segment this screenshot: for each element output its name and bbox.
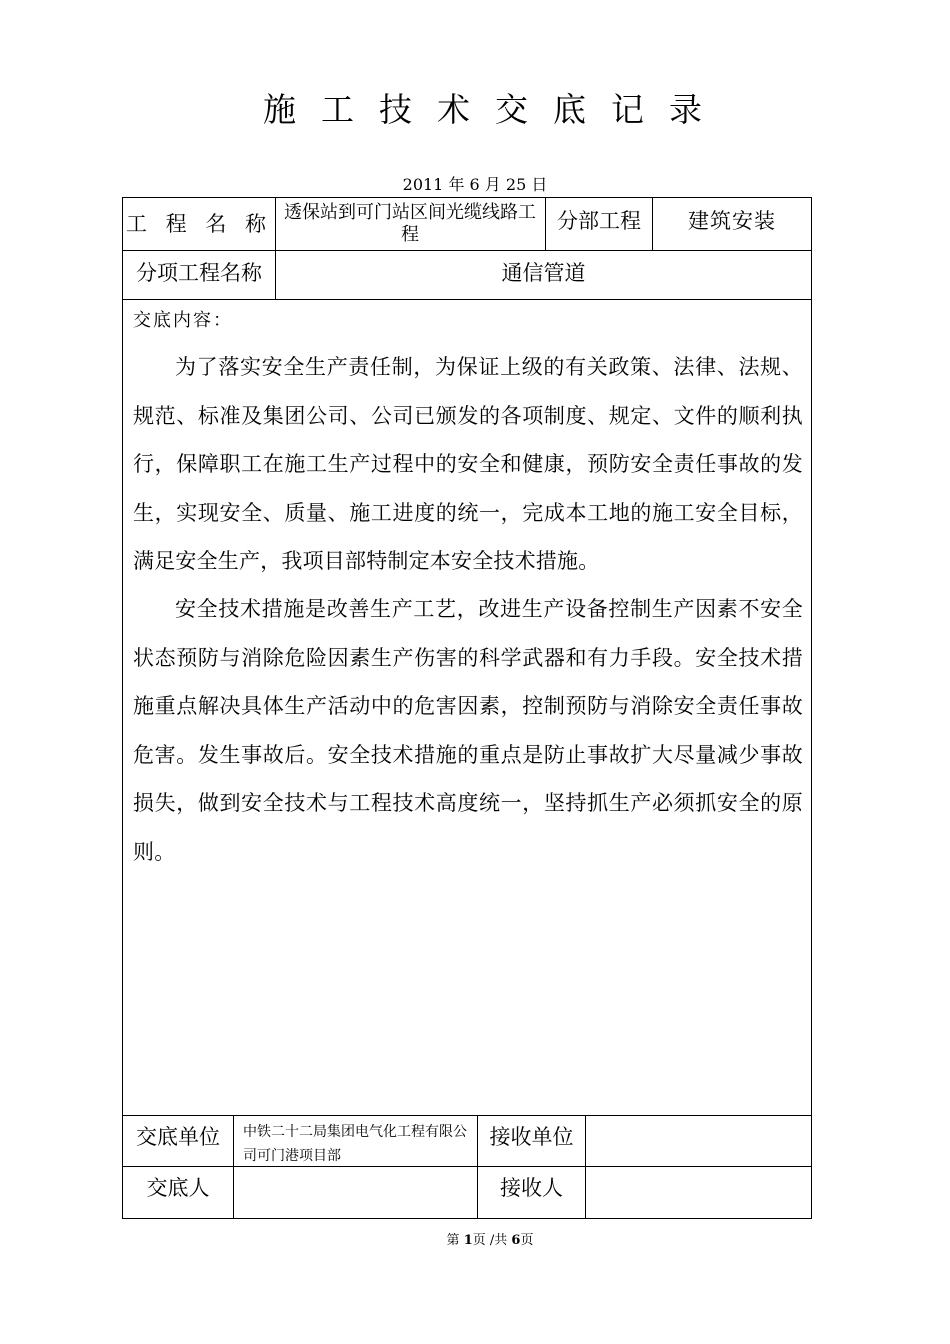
content-paragraph: 为了落实安全生产责任制，为保证上级的有关政策、法律、法规、规范、标准及集团公司、公司已颁发的各项制度、规定、文件的顺利执行，保障职工在施工生产过程中的安全和健康，预防安全责任事故的发生，实现安全、质量、施工进度的统一，完成本工地的施工安全目标，满足安全生产，我项目部特制定本安全技术措施。 <box>133 355 803 573</box>
page-number-suffix: 页 <box>520 1233 534 1248</box>
receiver-label: 接收人 <box>500 1175 563 1200</box>
record-table <box>122 197 812 1219</box>
document-date: 2011 年 6 月 25 日 <box>402 175 548 194</box>
issuing-unit-label: 交底单位 <box>136 1124 220 1149</box>
issuing-unit-value: 中铁二十二局集团电气化工程有限公司可门港项目部 <box>243 1124 467 1164</box>
receiving-unit-label: 接收单位 <box>489 1124 574 1149</box>
page-number <box>0 1232 950 1250</box>
subitem-label: 分项工程名称 <box>136 260 262 285</box>
row-divider <box>123 299 811 300</box>
division-value: 建筑安装 <box>688 209 776 233</box>
receiver-value <box>586 1167 811 1218</box>
division-label: 分部工程 <box>557 209 641 233</box>
page-number-current: 1 <box>463 1233 473 1248</box>
issuer-value <box>234 1167 477 1218</box>
receiving-unit-value <box>586 1116 811 1166</box>
subitem-value: 通信管道 <box>501 260 586 285</box>
content-paragraph: 安全技术措施是改善生产工艺，改进生产设备控制生产因素不安全状态预防与消除危险因素生产伤害的科学武器和有力手段。安全技术措施重点解决具体生产活动中的危害因素，控制预防与消除安全责任事故危害。发生事故后。安全技术措施的重点是防止事故扩大尽量减少事故损失，做到安全技术与工程技术高度统一，坚持抓生产必须抓安全的原则。 <box>133 597 803 864</box>
page-number-middle: 页 /共 <box>472 1233 508 1248</box>
page-number-total: 6 <box>511 1233 521 1248</box>
project-name-value: 透保站到可门站区间光缆线路工程 <box>284 202 536 245</box>
content-label: 交底内容： <box>133 310 233 331</box>
page-title: 施工技术交底记录 <box>263 90 727 129</box>
issuer-label: 交底人 <box>146 1175 210 1200</box>
project-name-label: 工 程 名 称 <box>125 212 273 236</box>
page-number-prefix: 第 <box>446 1233 460 1248</box>
